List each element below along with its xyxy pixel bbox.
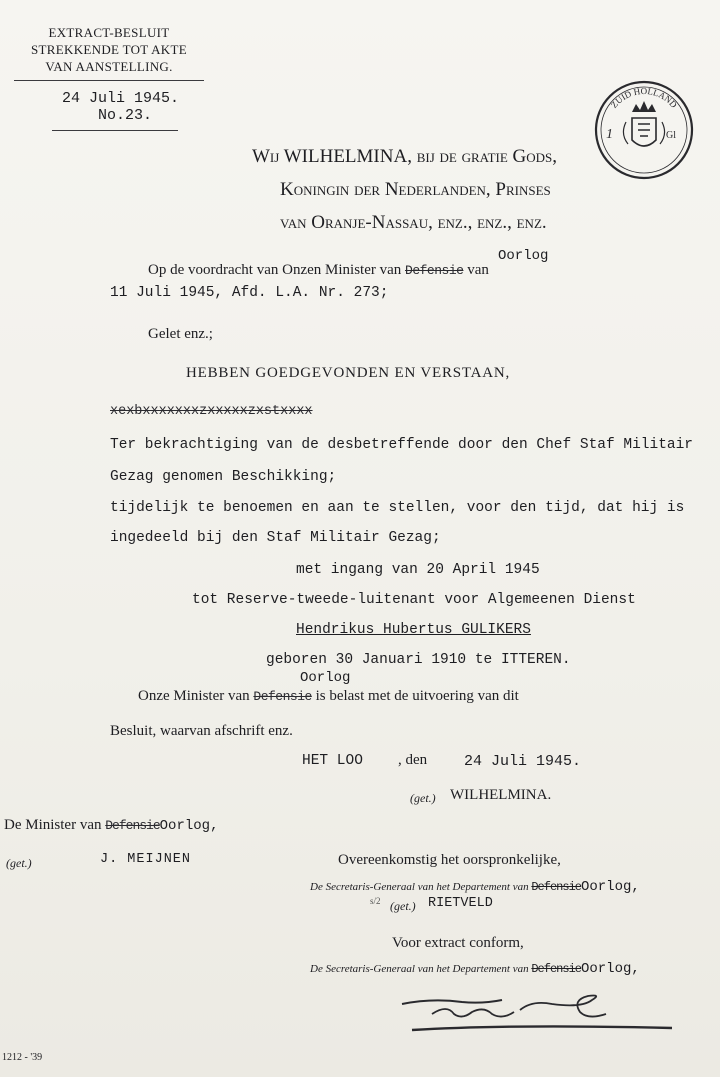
title-line-3: van Oranje-Nassau, enz., enz., enz. [280,212,547,233]
body-line-5: met ingang van 20 April 1945 [296,562,540,578]
certify1-secretary: De Secretaris-Generaal van het Departement van [310,881,529,893]
header-line-2: STREKKENDE TOT AKTE [31,42,187,57]
minister-get: (get.) [6,856,32,870]
title-line-1: Wij WILHELMINA, bij de gratie Gods, [252,146,558,167]
certify2-secretary: De Secretaris-Generaal van het Departement van [310,963,529,975]
certify1-mark: s/2 [370,896,381,906]
minister-name: J. MEIJNEN [100,852,192,867]
handwritten-signature [392,990,692,1040]
certify2-line: Voor extract conform, [392,935,524,951]
header-date: 24 Juli 1945. [62,90,180,107]
signed-get: (get.) [410,791,436,805]
para1-text-b: van [467,262,489,278]
certify2-oorlog: Oorlog, [580,961,640,977]
header-rule [14,80,204,81]
birth-line: geboren 30 Januari 1910 te ITTEREN. [266,652,571,668]
appointee-name: Hendrikus Hubertus GULIKERS [296,622,531,638]
gelet-line: Gelet enz.; [148,326,213,342]
header-number: No.23. [98,107,153,124]
execution-text-b: is belast met de uitvoering van dit [315,688,519,704]
certify1-get: (get.) [390,899,416,913]
body-line-2: Gezag genomen Beschikking; [110,469,337,485]
form-code: 1212 - '39 [2,1052,43,1063]
struck-word-3: Defensie [105,818,160,833]
certify1-line: Overeenkomstig het oorspronkelijke, [338,852,561,868]
signed-wilhelmina: WILHELMINA. [450,787,552,803]
para1-text-a: Op de voordracht van Onzen Minister van [148,262,402,278]
seal-stamp-icon [592,78,696,182]
signing-date: 24 Juli 1945. [464,753,582,770]
decree-heading: HEBBEN GOEDGEVONDEN EN VERSTAAN, [186,365,511,381]
body-line-6: tot Reserve-tweede-luitenant voor Algemeenen Dienst [192,592,636,608]
header-line-1: EXTRACT-BESLUIT [48,25,170,40]
struck-typed-line: xexbxxxxxxxzxxxxxzxstxxxx [110,404,313,419]
minister-text: De Minister van [4,817,102,833]
certify1-oorlog: Oorlog, [580,879,640,895]
place: HET LOO [302,753,363,769]
stamp-left-number: 1 [606,127,613,142]
stamp-top-text: ZUID HOLLAND [608,85,680,110]
execution-text-a: Onze Minister van [138,688,250,704]
header-rule-2 [52,130,178,131]
minister-oorlog: Oorlog, [159,818,219,834]
struck-word-2: Defensie [253,689,312,704]
para1-line-2: 11 Juli 1945, Afd. L.A. Nr. 273; [110,285,389,301]
struck-word-4: Defensie [531,880,581,894]
title-line-2: Koningin der Nederlanden, Prinses [280,179,551,200]
body-line-3: tijdelijk te benoemen en aan te stellen, voor den tijd, dat hij is [110,500,685,516]
body-line-1: Ter bekrachtiging van de desbetreffende door den Chef Staf Militair [110,437,693,453]
certify1-name: RIETVELD [428,896,493,911]
struck-word-5: Defensie [531,962,581,976]
struck-word-1: Defensie [405,263,464,278]
execution-line-2: Besluit, waarvan afschrift enz. [110,723,293,739]
place-date-separator: , den [398,752,428,768]
body-line-4: ingedeeld bij den Staf Militair Gezag; [110,530,441,546]
correction-oorlog-1: Oorlog [498,248,549,264]
header-line-3: VAN AANSTELLING. [45,59,173,74]
correction-oorlog-2: Oorlog [300,670,351,686]
stamp-right-text: Gl [666,130,676,141]
